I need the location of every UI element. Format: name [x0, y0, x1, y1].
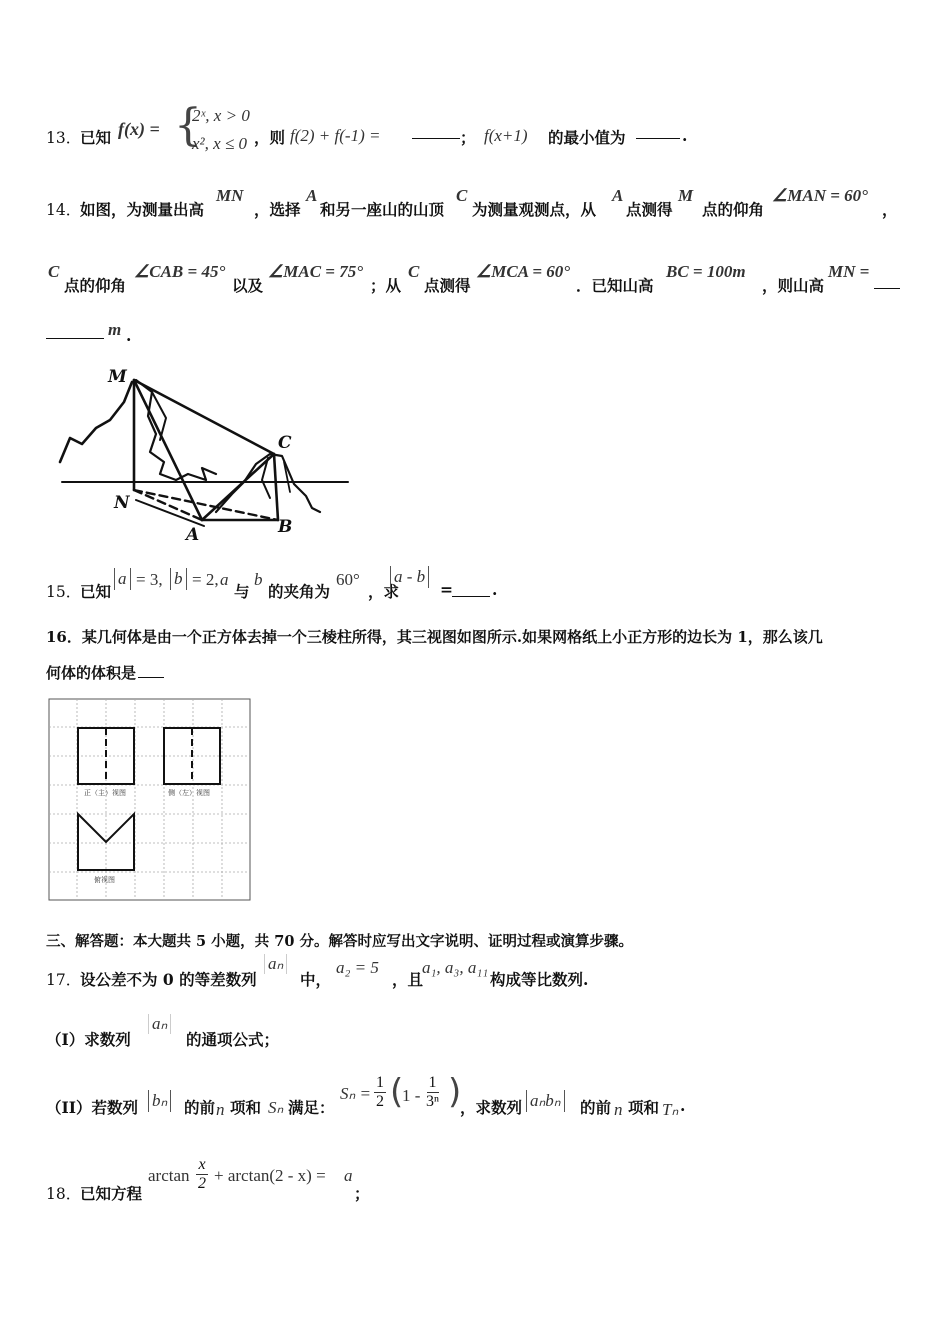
q13-expr2: f(x+1): [484, 126, 528, 145]
segment-CB: [274, 454, 278, 520]
question-14-line3: [46, 320, 246, 346]
q15-a: a: [220, 570, 229, 589]
q14-unit: m: [108, 320, 122, 339]
q17-an: aₙ: [264, 954, 287, 974]
question-15: [46, 566, 646, 602]
question-17-part1: [46, 1010, 446, 1050]
q15-eq3: = 3,: [136, 570, 163, 589]
q14-t4: 为测量观测点，从: [472, 200, 597, 219]
q16-blank: [138, 677, 164, 678]
question-17: [46, 950, 746, 990]
side-view-label: 侧（左）视图: [168, 789, 210, 797]
q15-t3: ，求: [368, 582, 400, 601]
section-3-heading: 三、解答题：本大题共 5 小题，共 70 分。解答时应写出文字说明、证明过程或演算步骤。: [46, 933, 633, 950]
figure-14-mountains: [56, 362, 356, 544]
q14-ang2: ∠CAB = 45°: [134, 262, 226, 281]
figure-16-three-views: [48, 698, 252, 902]
q15-amb-abs: a - b: [390, 566, 429, 588]
q13-expr1: f(2) + f(-1) =: [290, 126, 381, 145]
q17-p2-seq2: aₙbₙ: [526, 1090, 565, 1112]
q13-brace: {: [174, 100, 202, 151]
q15-end: .: [492, 580, 498, 599]
q14-end: .: [126, 326, 132, 345]
q18-arctan1: arctan: [148, 1166, 190, 1185]
q14-comma: ，: [882, 200, 898, 219]
q17-half: $\frac{1}{2}$: [376, 1074, 384, 1110]
q13-blank2: [636, 138, 680, 139]
q17-t2: 中，: [300, 970, 332, 989]
q15-t4: =: [440, 580, 453, 599]
left-mountain: [60, 382, 132, 462]
q14-C: C: [456, 186, 468, 205]
q15-t1: 与: [234, 582, 250, 601]
q13-number: 13．: [46, 129, 82, 147]
q17-formula-lhs: Sₙ =: [340, 1084, 371, 1103]
q15-a-abs: a: [114, 568, 131, 590]
q15-number: 15．: [46, 583, 82, 601]
q14-C2: C: [48, 262, 60, 281]
q14-t6: 点的仰角: [702, 200, 765, 219]
q14-A2: A: [612, 186, 624, 205]
q17-one-minus: 1 -: [402, 1086, 421, 1105]
q15-lead: 已知: [80, 582, 112, 601]
question-14-line2: [46, 262, 906, 295]
q17-p2-seq: bₙ: [148, 1090, 171, 1112]
q17-p2-Tn: Tₙ: [662, 1100, 679, 1119]
q13-sep: ；: [460, 128, 476, 147]
q14-t2: ，选择: [254, 200, 301, 219]
q17-p2-end: .: [680, 1096, 686, 1115]
q14-t11: ．已知山高: [576, 276, 654, 295]
q17-p2-n2: n: [614, 1100, 623, 1119]
q14-t5: 点测得: [626, 200, 673, 219]
q17-p2-n: n: [216, 1100, 225, 1119]
q17-seq: a₁, a₃, a₁₁: [422, 958, 489, 977]
q14-A: A: [306, 186, 318, 205]
q17-number: 17．: [46, 971, 82, 989]
q17-p1-seq: aₙ: [148, 1014, 171, 1034]
q17-paren-open: (: [390, 1072, 404, 1112]
q17-p2-t3: 满足：: [288, 1098, 335, 1117]
q17-p1-label: （I）求数列: [46, 1030, 131, 1049]
label-B: B: [278, 517, 293, 537]
q15-t2: 的夹角为: [268, 582, 331, 601]
q14-ang1: ∠MAN = 60°: [772, 186, 868, 205]
q17-p2-Sn: Sₙ: [268, 1098, 284, 1117]
label-A: A: [186, 525, 200, 544]
q14-blank-b: [46, 338, 104, 339]
q13-case1: 2ˣ, x > 0: [192, 106, 250, 125]
q17-a2: a₂ = 5: [336, 958, 379, 977]
q15-eq2: = 2,: [192, 570, 219, 589]
q15-b-abs: b: [170, 568, 187, 590]
segment-NA: [134, 490, 202, 520]
q17-p2-t1: 的前: [184, 1098, 216, 1117]
q14-blank-a: [874, 288, 900, 289]
q14-t7: 点的仰角: [64, 276, 127, 295]
q17-p2-t6: 项和: [628, 1098, 660, 1117]
label-C: C: [278, 433, 292, 453]
q14-mn2: MN =: [828, 262, 870, 281]
question-17-part2: [46, 1070, 746, 1120]
q17-p2-t4: ，求数列: [460, 1098, 523, 1117]
q13-fx: f(x) =: [118, 119, 160, 139]
q17-t4: 构成等比数列.: [490, 970, 589, 989]
q18-frac: $\frac{x}{2}$: [198, 1156, 206, 1192]
q14-number: 14．: [46, 201, 82, 219]
segment-MC: [134, 380, 274, 454]
q14-bc: BC = 100m: [666, 262, 746, 281]
q18-end: ；: [354, 1184, 370, 1203]
q17-paren-close: ): [448, 1072, 462, 1112]
q15-blank: [452, 596, 490, 597]
q14-ang3: ∠MAC = 75°: [268, 262, 364, 281]
q16-line2-text: 何体的体积是: [46, 664, 137, 682]
question-16-line2: [46, 662, 164, 683]
q17-p1-tail: 的通项公式；: [186, 1030, 280, 1049]
segment-MA: [134, 380, 202, 520]
q17-p2-t2: 项和: [230, 1098, 262, 1117]
q14-t12: ，则山高: [762, 276, 825, 295]
q14-t9: ；从: [370, 276, 402, 295]
q14-t10: 点测得: [424, 276, 471, 295]
q15-angle: 60°: [336, 570, 360, 589]
q14-C3: C: [408, 262, 420, 281]
question-16-line1: 16．某几何体是由一个正方体去掉一个三棱柱所得，其三视图如图所示.如果网格纸上小正方形的边长为 1，那么该几: [46, 628, 823, 646]
q14-t1: 如图，为测量出高: [80, 200, 205, 219]
front-view-label: 正（主）视图: [84, 789, 126, 797]
label-M: M: [108, 367, 127, 387]
q18-lead: 已知方程: [80, 1184, 143, 1203]
q13-lead: 已知: [80, 128, 112, 147]
q14-t3: 和另一座山的山顶: [320, 200, 445, 219]
q18-a: a: [344, 1166, 353, 1185]
label-N: N: [114, 493, 130, 513]
q13-tail: 的最小值为: [548, 128, 626, 147]
q18-plus: + arctan(2 - x) =: [214, 1166, 326, 1185]
q14-M: M: [678, 186, 694, 205]
q17-inner-frac: $\frac{1}{\text{3ⁿ}}$: [426, 1074, 440, 1110]
q13-then: ，则: [254, 128, 286, 147]
q14-MN: MN: [216, 186, 244, 205]
q13-case2: x², x ≤ 0: [192, 134, 248, 153]
q18-number: 18．: [46, 1185, 82, 1203]
q13-end: .: [682, 126, 688, 145]
q17-t3: ，且: [392, 970, 424, 989]
question-14-line1: [46, 186, 906, 220]
q13-blank1: [412, 138, 460, 139]
question-18: [46, 1154, 546, 1204]
q17-p2-label: （II）若数列: [46, 1098, 139, 1117]
q14-ang4: ∠MCA = 60°: [476, 262, 571, 281]
top-view-label: 俯视图: [94, 876, 115, 884]
q15-b: b: [254, 570, 263, 589]
q17-p2-t5: 的前: [580, 1098, 612, 1117]
q17-t1: 设公差不为 0 的等差数列: [80, 970, 257, 989]
q14-t8: 以及: [232, 276, 264, 295]
